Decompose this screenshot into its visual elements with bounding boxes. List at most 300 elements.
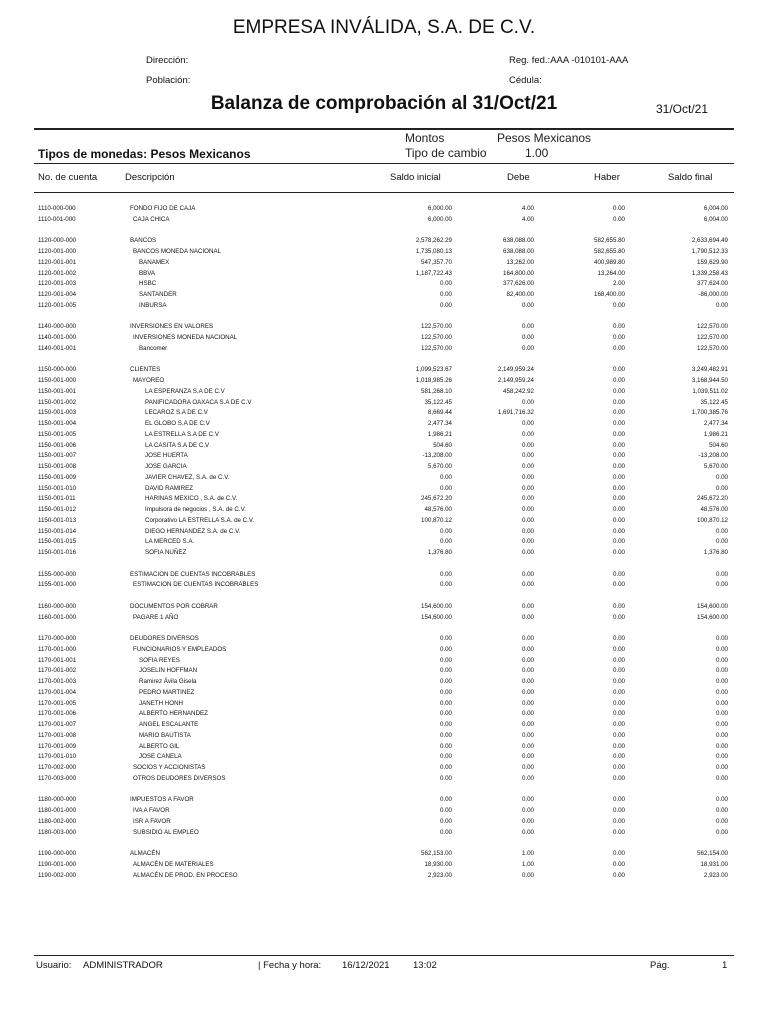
debit-amount: 13,262.00	[506, 258, 534, 266]
table-row	[0, 236, 768, 247]
account-description: INVERSIONES MONEDA NACIONAL	[133, 334, 238, 341]
opening-balance: 0.00	[439, 731, 452, 739]
account-description: DEUDORES DIVERSOS	[130, 635, 199, 642]
opening-balance: 1,187,722.43	[415, 269, 452, 277]
account-number: 1150-001-003	[38, 409, 77, 417]
footer-page-label: Pág.	[650, 960, 670, 971]
table-row	[0, 720, 768, 731]
account-number: 1120-001-004	[38, 291, 77, 298]
closing-balance: 159,629.90	[697, 258, 728, 266]
account-number: 1150-001-004	[38, 420, 77, 427]
credit-amount: 13,264.00	[597, 269, 625, 277]
opening-balance: 0.00	[439, 753, 452, 761]
closing-balance: 0.00	[715, 484, 728, 492]
closing-balance: 0.00	[715, 473, 728, 481]
table-row	[0, 376, 768, 387]
table-row	[0, 742, 768, 753]
opening-balance: 0.00	[439, 699, 452, 707]
table-row	[0, 494, 768, 505]
account-description: DOCUMENTOS POR COBRAR	[130, 602, 218, 610]
account-description: IMPUESTOS A FAVOR	[130, 796, 194, 804]
table-row	[0, 645, 768, 656]
account-description: CAJA CHICA	[133, 215, 170, 223]
header-rule-middle	[34, 163, 734, 164]
opening-balance: -13,208.00	[422, 452, 452, 460]
opening-balance: 5,670.00	[427, 463, 452, 470]
table-row	[0, 365, 768, 376]
table-row	[0, 666, 768, 677]
opening-balance: 122,570.00	[421, 344, 452, 352]
credit-amount: 0.00	[612, 721, 625, 728]
debit-amount: 0.00	[521, 678, 534, 685]
debit-amount: 0.00	[521, 441, 534, 449]
account-number: 1150-001-007	[38, 452, 77, 460]
credit-amount: 0.00	[612, 516, 625, 524]
closing-balance: 3,249,482.91	[691, 366, 728, 374]
account-number: 1150-001-015	[38, 538, 77, 546]
closing-balance: 0.00	[715, 753, 728, 761]
account-description: PANIFICADORA OAXACA S.A DE C.V	[145, 398, 252, 406]
table-row	[0, 462, 768, 473]
account-number: 1155-001-000	[38, 581, 77, 589]
debit-amount: 0.00	[521, 452, 534, 460]
table-row	[0, 806, 768, 817]
credit-amount: 0.00	[612, 495, 625, 503]
report-date: 31/Oct/21	[656, 102, 709, 116]
debit-amount: 377,626.00	[503, 280, 534, 288]
debit-amount: 0.00	[521, 323, 534, 331]
group-spacer	[0, 355, 768, 366]
account-description: BBVA	[139, 269, 156, 277]
table-row	[0, 322, 768, 333]
closing-balance: 1,986.21	[703, 430, 728, 438]
currency-type-title: Tipos de monedas: Pesos Mexicanos	[38, 147, 251, 161]
account-number: 1150-000-000	[38, 366, 77, 374]
closing-balance: 377,624.00	[697, 280, 728, 288]
col-description-header: Descripción	[125, 172, 175, 183]
debit-amount: 0.00	[521, 420, 534, 427]
opening-balance: 1,735,080.13	[415, 248, 452, 255]
account-description: Impulsora de negocios , S.A. de C.V.	[145, 506, 246, 513]
account-number: 1150-001-005	[38, 430, 77, 438]
table-row	[0, 473, 768, 484]
account-number: 1190-002-000	[38, 871, 77, 879]
debit-amount: 0.00	[521, 667, 534, 675]
account-number: 1150-001-008	[38, 463, 77, 470]
credit-amount: 0.00	[612, 205, 625, 212]
closing-balance: 2,923.00	[703, 871, 728, 879]
closing-balance: 0.00	[715, 796, 728, 804]
opening-balance: 18,930.00	[424, 860, 452, 868]
debit-amount: 0.00	[521, 721, 534, 728]
credit-amount: 0.00	[612, 774, 625, 782]
debit-amount: 0.00	[521, 699, 534, 707]
debit-amount: 1.00	[521, 860, 534, 868]
closing-balance: 0.00	[715, 688, 728, 696]
account-number: 1170-001-005	[38, 699, 77, 707]
closing-balance: 504.60	[709, 441, 728, 449]
debit-amount: 0.00	[521, 495, 534, 503]
account-number: 1170-003-000	[38, 774, 77, 782]
account-number: 1150-001-006	[38, 441, 77, 449]
table-row	[0, 247, 768, 258]
account-description: BANAMEX	[139, 258, 170, 266]
closing-balance: 3,168,944.50	[691, 377, 728, 384]
credit-amount: 0.00	[612, 699, 625, 707]
debit-amount: 0.00	[521, 753, 534, 761]
credit-amount: 0.00	[612, 420, 625, 427]
opening-balance: 581,268.10	[421, 387, 452, 395]
debit-amount: 0.00	[521, 871, 534, 879]
account-description: Bancomer	[139, 344, 168, 352]
closing-balance: -86,000.00	[698, 291, 728, 298]
credit-amount: 0.00	[612, 796, 625, 804]
credit-amount: 582,655.80	[594, 237, 625, 245]
closing-balance: -13,208.00	[698, 452, 728, 460]
table-row	[0, 419, 768, 430]
table-row	[0, 269, 768, 280]
group-spacer	[0, 623, 768, 634]
account-number: 1170-001-003	[38, 678, 77, 685]
closing-balance: 0.00	[715, 828, 728, 836]
closing-balance: 245,672.20	[697, 495, 728, 503]
opening-balance: 547,357.70	[421, 258, 452, 266]
opening-balance: 2,923.00	[427, 871, 452, 879]
opening-balance: 0.00	[439, 807, 452, 814]
debit-amount: 0.00	[521, 774, 534, 782]
opening-balance: 504.60	[433, 441, 452, 449]
account-description: PAGARE 1 AÑO	[133, 613, 179, 621]
debit-amount: 0.00	[521, 613, 534, 621]
debit-amount: 0.00	[521, 731, 534, 739]
debit-amount: 0.00	[521, 710, 534, 718]
col-account-header: No. de cuenta	[38, 172, 98, 183]
debit-amount: 0.00	[521, 301, 534, 309]
account-number: 1180-001-000	[38, 807, 77, 814]
account-description: JAVIER CHAVEZ, S.A. de C.V.	[145, 473, 230, 481]
account-number: 1180-002-000	[38, 817, 77, 825]
account-number: 1120-001-000	[38, 248, 77, 255]
opening-balance: 0.00	[439, 581, 452, 589]
debit-amount: 0.00	[521, 484, 534, 492]
credit-amount: 0.00	[612, 860, 625, 868]
table-row	[0, 204, 768, 215]
debit-amount: 1,691,716.32	[497, 409, 534, 417]
debit-amount: 0.00	[521, 828, 534, 836]
account-number: 1150-001-001	[38, 387, 77, 395]
table-row	[0, 441, 768, 452]
account-description: PEDRO MARTINEZ	[139, 688, 195, 696]
account-description: LA ESTRELLA S.A DE C.V	[145, 430, 219, 438]
opening-balance: 0.00	[439, 796, 452, 804]
account-number: 1120-001-002	[38, 269, 77, 277]
credit-amount: 0.00	[612, 215, 625, 223]
account-number: 1160-000-000	[38, 602, 77, 610]
account-number: 1110-001-000	[38, 215, 76, 223]
account-description: CLIENTES	[130, 366, 161, 374]
account-description: LA ESPERANZA S.A DE C.V	[145, 387, 225, 395]
opening-balance: 0.00	[439, 291, 452, 298]
table-row	[0, 344, 768, 355]
closing-balance: 154,600.00	[697, 613, 728, 621]
debit-amount: 0.00	[521, 796, 534, 804]
account-description: Corporativo LA ESTRELLA S.A. de C.V.	[145, 516, 255, 524]
credit-amount: 0.00	[612, 366, 625, 374]
debit-amount: 0.00	[521, 656, 534, 664]
opening-balance: 0.00	[439, 656, 452, 664]
footer-user: ADMINISTRADOR	[83, 960, 163, 971]
account-description: HSBC	[139, 280, 157, 288]
table-row	[0, 258, 768, 269]
credit-amount: 0.00	[612, 581, 625, 589]
table-row	[0, 634, 768, 645]
opening-balance: 122,570.00	[421, 323, 452, 331]
opening-balance: 1,018,985.26	[415, 377, 452, 384]
credit-amount: 0.00	[612, 506, 625, 513]
opening-balance: 6,000.00	[427, 205, 452, 212]
account-number: 1170-001-010	[38, 753, 77, 761]
credit-amount: 0.00	[612, 334, 625, 341]
account-number: 1170-001-008	[38, 731, 77, 739]
rate-label: Tipo de cambio	[405, 146, 487, 160]
table-row	[0, 548, 768, 559]
account-description: ALMACÉN DE MATERIALES	[133, 860, 214, 868]
account-description: ESTIMACION DE CUENTAS INCOBRABLES	[130, 570, 256, 578]
table-row	[0, 817, 768, 828]
account-number: 1170-002-000	[38, 764, 77, 771]
account-number: 1180-000-000	[38, 796, 77, 804]
account-number: 1170-001-004	[38, 688, 77, 696]
closing-balance: 0.00	[715, 678, 728, 685]
closing-balance: 0.00	[715, 656, 728, 664]
table-row	[0, 505, 768, 516]
credit-amount: 0.00	[612, 452, 625, 460]
account-description: FONDO FIJO DE CAJA	[130, 205, 196, 212]
debit-amount: 0.00	[521, 635, 534, 642]
credit-amount: 0.00	[612, 828, 625, 836]
credit-amount: 0.00	[612, 742, 625, 750]
credit-amount: 0.00	[612, 387, 625, 395]
account-number: 1150-001-002	[38, 398, 77, 406]
closing-balance: 0.00	[715, 538, 728, 546]
debit-amount: 2,149,959.24	[497, 366, 534, 374]
debit-amount: 0.00	[521, 742, 534, 750]
closing-balance: 0.00	[715, 710, 728, 718]
account-description: MARIO BAUTISTA	[139, 731, 191, 739]
table-row	[0, 527, 768, 538]
debit-amount: 0.00	[521, 538, 534, 546]
account-number: 1150-001-013	[38, 516, 77, 524]
opening-balance: 0.00	[439, 645, 452, 653]
col-credit-header: Haber	[594, 172, 620, 183]
closing-balance: 0.00	[715, 764, 728, 771]
account-number: 1170-001-000	[38, 645, 77, 653]
account-number: 1150-001-011	[38, 495, 76, 503]
group-spacer	[0, 226, 768, 237]
account-number: 1120-000-000	[38, 237, 77, 245]
opening-balance: 0.00	[439, 817, 452, 825]
debit-amount: 2,149,959.24	[497, 377, 534, 384]
closing-balance: 1,039,511.02	[692, 387, 728, 395]
account-description: JOSELIN HOFFMAN	[139, 667, 198, 675]
opening-balance: 1,099,523.67	[415, 366, 452, 374]
opening-balance: 0.00	[439, 538, 452, 546]
credit-amount: 0.00	[612, 764, 625, 771]
amounts-label: Montos	[405, 131, 445, 145]
opening-balance: 35,122.45	[424, 398, 452, 406]
table-row	[0, 871, 768, 882]
credit-amount: 0.00	[612, 710, 625, 718]
credit-amount: 0.00	[612, 817, 625, 825]
account-number: 1150-001-000	[38, 377, 77, 384]
credit-amount: 0.00	[612, 473, 625, 481]
account-number: 1150-001-014	[38, 527, 77, 535]
account-description: SOCIOS Y ACCIONISTAS	[133, 764, 206, 771]
account-number: 1160-001-000	[38, 613, 77, 621]
group-spacer	[0, 559, 768, 570]
debit-amount: 4.00	[521, 215, 534, 223]
footer-rule	[34, 955, 734, 956]
account-description: LA CASITA S.A DE C.V	[145, 441, 210, 449]
account-number: 1120-001-005	[38, 301, 77, 309]
debit-amount: 0.00	[521, 344, 534, 352]
table-row	[0, 795, 768, 806]
account-description: IVA A FAVOR	[133, 807, 170, 814]
table-row	[0, 677, 768, 688]
table-row	[0, 849, 768, 860]
opening-balance: 2,477.34	[427, 420, 452, 427]
opening-balance: 0.00	[439, 774, 452, 782]
col-closing-header: Saldo final	[668, 172, 713, 183]
debit-amount: 0.00	[521, 527, 534, 535]
account-description: BANCOS	[130, 237, 157, 245]
debit-amount: 0.00	[521, 817, 534, 825]
closing-balance: 0.00	[715, 699, 728, 707]
opening-balance: 0.00	[439, 828, 452, 836]
account-description: FUNCIONARIOS Y EMPLEADOS	[133, 645, 227, 653]
footer-time: 13:02	[413, 960, 437, 971]
account-description: SOFIA NUÑEZ	[145, 549, 187, 556]
credit-amount: 0.00	[612, 688, 625, 696]
group-spacer	[0, 785, 768, 796]
city-label: Población:	[146, 75, 191, 86]
table-row	[0, 215, 768, 226]
account-description: DIEGO HERNANDEZ S.A. de C.V.	[145, 527, 241, 535]
closing-balance: 0.00	[715, 774, 728, 782]
table-row	[0, 699, 768, 710]
closing-balance: 1,790,512.33	[691, 248, 728, 255]
account-description: ALMACÉN	[130, 850, 160, 857]
credit-amount: 0.00	[612, 613, 625, 621]
closing-balance: 5,670.00	[703, 463, 728, 470]
debit-amount: 164,800.00	[503, 269, 534, 277]
opening-balance: 2,578,262.29	[415, 237, 452, 245]
account-number: 1140-001-001	[38, 344, 77, 352]
debit-amount: 0.00	[521, 764, 534, 771]
credit-amount: 2.00	[612, 280, 625, 288]
credit-amount: 0.00	[612, 850, 625, 857]
closing-balance: 6,004.00	[703, 205, 728, 212]
credit-amount: 0.00	[612, 731, 625, 739]
closing-balance: 0.00	[715, 817, 728, 825]
account-description: ESTIMACION DE CUENTAS INCOBRABLES	[133, 581, 259, 589]
account-description: ISR A FAVOR	[133, 817, 171, 825]
table-row	[0, 688, 768, 699]
table-row	[0, 774, 768, 785]
closing-balance: 154,600.00	[697, 602, 728, 610]
account-description: SUBSIDIO AL EMPLEO	[133, 828, 199, 836]
opening-balance: 0.00	[439, 721, 452, 728]
closing-balance: 0.00	[715, 807, 728, 814]
table-row	[0, 279, 768, 290]
credit-amount: 0.00	[612, 344, 625, 352]
closing-balance: 0.00	[715, 581, 728, 589]
account-number: 1150-001-012	[38, 506, 77, 513]
closing-balance: 0.00	[715, 731, 728, 739]
account-number: 1150-001-010	[38, 484, 77, 492]
table-row	[0, 387, 768, 398]
table-row	[0, 398, 768, 409]
header-rule-bottom	[34, 192, 734, 193]
debit-amount: 0.00	[521, 473, 534, 481]
header-rule-top	[34, 128, 734, 130]
table-row	[0, 763, 768, 774]
credit-amount: 0.00	[612, 602, 625, 610]
table-row	[0, 613, 768, 624]
account-description: SANTANDER	[139, 291, 177, 298]
opening-balance: 154,600.00	[421, 613, 452, 621]
account-description: ALMACÉN DE PROD. EN PROCESO	[133, 871, 238, 879]
closing-balance: 0.00	[715, 667, 728, 675]
debit-amount: 0.00	[521, 581, 534, 589]
debit-amount: 0.00	[521, 334, 534, 341]
opening-balance: 154,600.00	[421, 602, 452, 610]
table-row	[0, 828, 768, 839]
table-row	[0, 602, 768, 613]
closing-balance: 0.00	[715, 742, 728, 750]
opening-balance: 8,669.44	[427, 409, 452, 417]
closing-balance: 0.00	[715, 721, 728, 728]
table-row	[0, 408, 768, 419]
debit-amount: 0.00	[521, 549, 534, 556]
closing-balance: 122,570.00	[697, 323, 728, 331]
account-description: LA MERCED S.A.	[145, 538, 195, 546]
opening-balance: 562,153.00	[421, 850, 452, 857]
table-row	[0, 860, 768, 871]
debit-amount: 1.00	[521, 850, 534, 857]
debit-amount: 0.00	[521, 506, 534, 513]
closing-balance: 0.00	[715, 527, 728, 535]
debit-amount: 0.00	[521, 463, 534, 470]
closing-balance: 18,931.00	[700, 860, 728, 868]
closing-balance: 35,122.45	[700, 398, 728, 406]
col-debit-header: Debe	[507, 172, 530, 183]
account-number: 1140-000-000	[38, 323, 77, 331]
account-number: 1190-000-000	[38, 850, 77, 857]
account-description: HARINAS MEXICO , S.A. de C.V.	[145, 495, 238, 503]
debit-amount: 0.00	[521, 602, 534, 610]
account-number: 1170-001-006	[38, 710, 77, 718]
account-number: 1155-000-000	[38, 570, 77, 578]
debit-amount: 0.00	[521, 570, 534, 578]
address-label: Dirección:	[146, 55, 189, 66]
debit-amount: 0.00	[521, 645, 534, 653]
opening-balance: 0.00	[439, 570, 452, 578]
credit-amount: 0.00	[612, 549, 625, 556]
account-number: 1170-000-000	[38, 635, 77, 642]
account-description: DAVID RAMIREZ	[145, 484, 194, 492]
account-description: ALBERTO GIL	[139, 742, 180, 750]
